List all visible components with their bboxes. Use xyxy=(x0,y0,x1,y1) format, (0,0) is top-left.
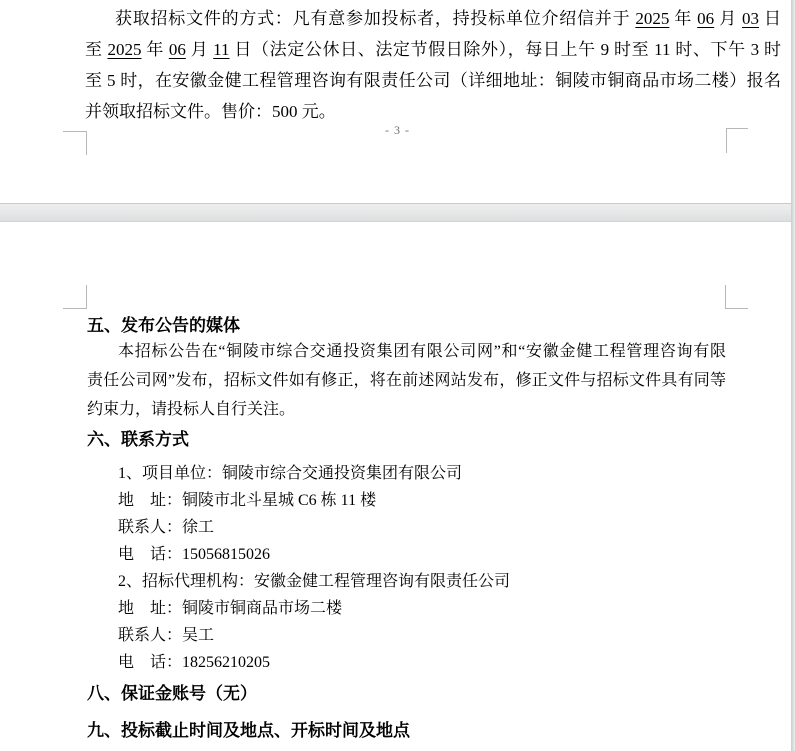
margin-corner-mark xyxy=(63,131,87,155)
text-line: 电 话：15056815026 xyxy=(118,546,271,563)
section-heading: 八、保证金账号（无） xyxy=(87,684,257,703)
text-line: 至 5 时，在安徽金健工程管理咨询有限责任公司（详细地址：铜陵市铜商品市场二楼）报名 xyxy=(85,71,781,90)
text-line: 并领取招标文件。售价：500 元。 xyxy=(85,102,336,121)
underlined-date: 06 xyxy=(168,40,186,59)
margin-corner-mark xyxy=(725,285,748,309)
contact-block xyxy=(87,460,726,676)
section-heading: 六、联系方式 xyxy=(87,430,189,449)
text-line: 约束力，请投标人自行关注。 xyxy=(87,401,296,418)
body-paragraph xyxy=(87,337,726,424)
underlined-date: 06 xyxy=(697,9,715,28)
text-line: 获取招标文件的方式：凡有意参加投标者，持投标单位介绍信并于 2025 年 06 月 03 日 xyxy=(115,9,781,28)
text-line: 电 话：18256210205 xyxy=(118,654,271,671)
page-right-edge xyxy=(791,0,795,751)
text-line: 1、项目单位：铜陵市综合交通投资集团有限公司 xyxy=(118,465,463,482)
text-line: 地 址：铜陵市铜商品市场二楼 xyxy=(118,600,343,617)
text-line: 责任公司网”发布，招标文件如有修正，将在前述网站发布，修正文件与招标文件具有同等 xyxy=(87,372,726,389)
page-gap xyxy=(0,203,795,222)
section-heading: 九、投标截止时间及地点、开标时间及地点 xyxy=(87,721,410,740)
margin-corner-mark xyxy=(726,128,748,153)
underlined-date: 2025 xyxy=(635,9,670,28)
underlined-date: 2025 xyxy=(107,40,142,59)
underlined-date: 11 xyxy=(213,40,230,59)
text-line: 地 址：铜陵市北斗星城 C6 栋 11 楼 xyxy=(118,492,377,509)
text-line: 联系人：吴工 xyxy=(118,627,215,644)
text-line: 至 2025 年 06 月 11 日（法定公休日、法定节假日除外），每日上午 9 时至 11 时、下午 3 时 xyxy=(85,40,781,59)
page2-content xyxy=(0,222,795,742)
text-line: 联系人：徐工 xyxy=(118,519,215,536)
text-line: 2、招标代理机构：安徽金健工程管理咨询有限责任公司 xyxy=(118,573,511,590)
page1-paragraph xyxy=(0,0,795,127)
margin-corner-mark xyxy=(63,285,87,309)
document-page-2[interactable] xyxy=(0,222,795,751)
document-page-1[interactable] xyxy=(0,0,795,203)
text-line: 本招标公告在“铜陵市综合交通投资集团有限公司网”和“安徽金健工程管理咨询有限 xyxy=(118,343,726,360)
page-number-footer: - 3 - xyxy=(385,123,410,137)
section-heading: 五、发布公告的媒体 xyxy=(87,316,240,335)
underlined-date: 03 xyxy=(741,9,759,28)
